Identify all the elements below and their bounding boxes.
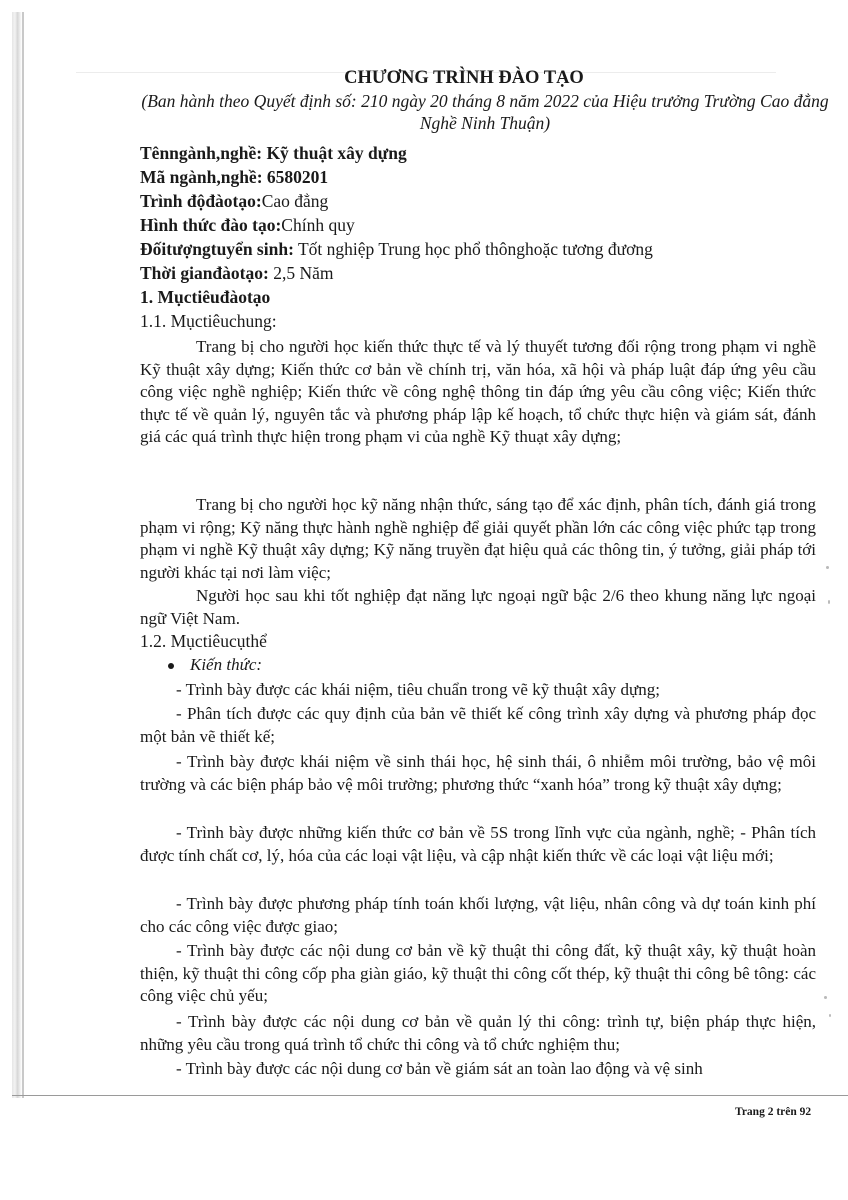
subsection-heading: 1.1. Mụctiêuchung: [140,311,277,331]
field-enrollment [140,239,653,260]
field-value: 6580201 [262,167,329,187]
document-subtitle: (Ban hành theo Quyết định số: 210 ngày 20 tháng 8 năm 2022 của Hiệu trưởng Trường Cao đẳng Nghề Ninh Thuận) [141,91,829,133]
page-number: Trang 2 trên 92 [735,1106,812,1118]
field-major-name [140,143,407,164]
knowledge-item: - Phân tích được các quy định của bản vẽ thiết kế công trình xây dựng và phương pháp đọc một bản vẽ thiết kế; [140,704,816,746]
knowledge-item: - Trình bày được các nội dung cơ bản về kỹ thuật thi công đất, kỹ thuật xây, kỹ thuật hoàn thiện, kỹ thuật thi công cốp pha giàn giáo, kỹ thuật thi công cốt thép, kỹ thuật thi công bê tông: các công việc chủ yếu; [140,941,816,1005]
subsection-heading: 1.2. Mụctiêucụthể [140,631,267,651]
knowledge-heading [168,655,262,675]
field-value: Tốt nghiệp Trung học phổ thônghoặc tương đương [293,239,653,259]
field-major-code [140,167,328,188]
field-training-level [140,191,328,212]
field-label: Mã ngành,nghề: [140,167,263,187]
field-label: Đốitượngtuyển sinh: [140,239,294,259]
field-label: Thời gianđàotạo: [140,263,269,283]
field-training-form [140,215,355,236]
knowledge-item: - Trình bày được các khái niệm, tiêu chuẩn trong vẽ kỹ thuật xây dựng; [176,680,660,699]
field-label: Trình độđàotạo: [140,191,262,211]
general-paragraph: Người học sau khi tốt nghiệp đạt năng lực ngoại ngữ bậc 2/6 theo khung năng lực ngoại ngữ Việt Nam. [140,586,816,628]
field-label: Hình thức đào tạo: [140,215,282,235]
field-value: Kỹ thuật xây dựng [262,143,407,163]
knowledge-item: - Trình bày được khái niệm về sinh thái học, hệ sinh thái, ô nhiễm môi trường, bảo vệ môi trường và các biện pháp bảo vệ môi trường; phương thức “xanh hóa” trong kỹ thuật xây dựng; [140,752,816,794]
field-duration [140,263,333,284]
field-value: Chính quy [281,215,355,235]
document-title: CHƯƠNG TRÌNH ĐÀO TẠO [344,68,584,88]
field-label: Tênngành,nghề: [140,143,263,163]
knowledge-item: - Trình bày được phương pháp tính toán khối lượng, vật liệu, nhân công và dự toán kinh phí cho các công việc được giao; [140,894,816,936]
knowledge-item: - Trình bày được các nội dung cơ bản về giám sát an toàn lao động và vệ sinh [176,1059,703,1078]
knowledge-item: - Trình bày được những kiến thức cơ bản về 5S trong lĩnh vực của ngành, nghề; - Phân tích được tính chất cơ, lý, hóa của các loại vật liệu, và cập nhật kiến thức về các loại vật liệu mới; [140,823,816,865]
field-value: Cao đẳng [261,191,329,211]
section-heading: 1. Mụctiêuđàotạo [140,287,271,307]
knowledge-heading-text: Kiến thức: [190,655,263,674]
general-paragraph: Trang bị cho người học kỹ năng nhận thức, sáng tạo để xác định, phân tích, đánh giá trong phạm vi rộng; Kỹ năng thực hành nghề nghiệp để giải quyết phần lớn các công việc phức tạp trong phạm vi nghề Kỹ thuật xây dựng; Kỹ năng truyền đạt hiệu quả các thông tin, ý tưởng, giải pháp tới người khác tại nơi làm việc; [140,495,816,582]
field-value: 2,5 Năm [268,263,334,283]
bullet-icon [168,663,174,669]
knowledge-item: - Trình bày được các nội dung cơ bản về quản lý thi công: trình tự, biện pháp thực hiện, những yêu cầu trong quá trình tổ chức thi công và tổ chức nghiệm thu; [140,1012,816,1054]
general-paragraph: Trang bị cho người học kiến thức thực tế và lý thuyết tương đối rộng trong phạm vi nghề Kỹ thuật xây dựng; Kiến thức cơ bản về chính trị, văn hóa, xã hội và pháp luật đáp ứng yêu cầu công việc nghề nghiệp; Kiến thức về công nghệ thông tin đáp ứng yêu cầu công việc; Kiến thức thực tế về quản lý, nguyên tắc và phương pháp lập kế hoạch, tổ chức thực hiện và giám sát, đánh giá các quá trình thực hiện trong phạm vi của nghề Kỹ thuạt xây dựng; [140,337,816,446]
